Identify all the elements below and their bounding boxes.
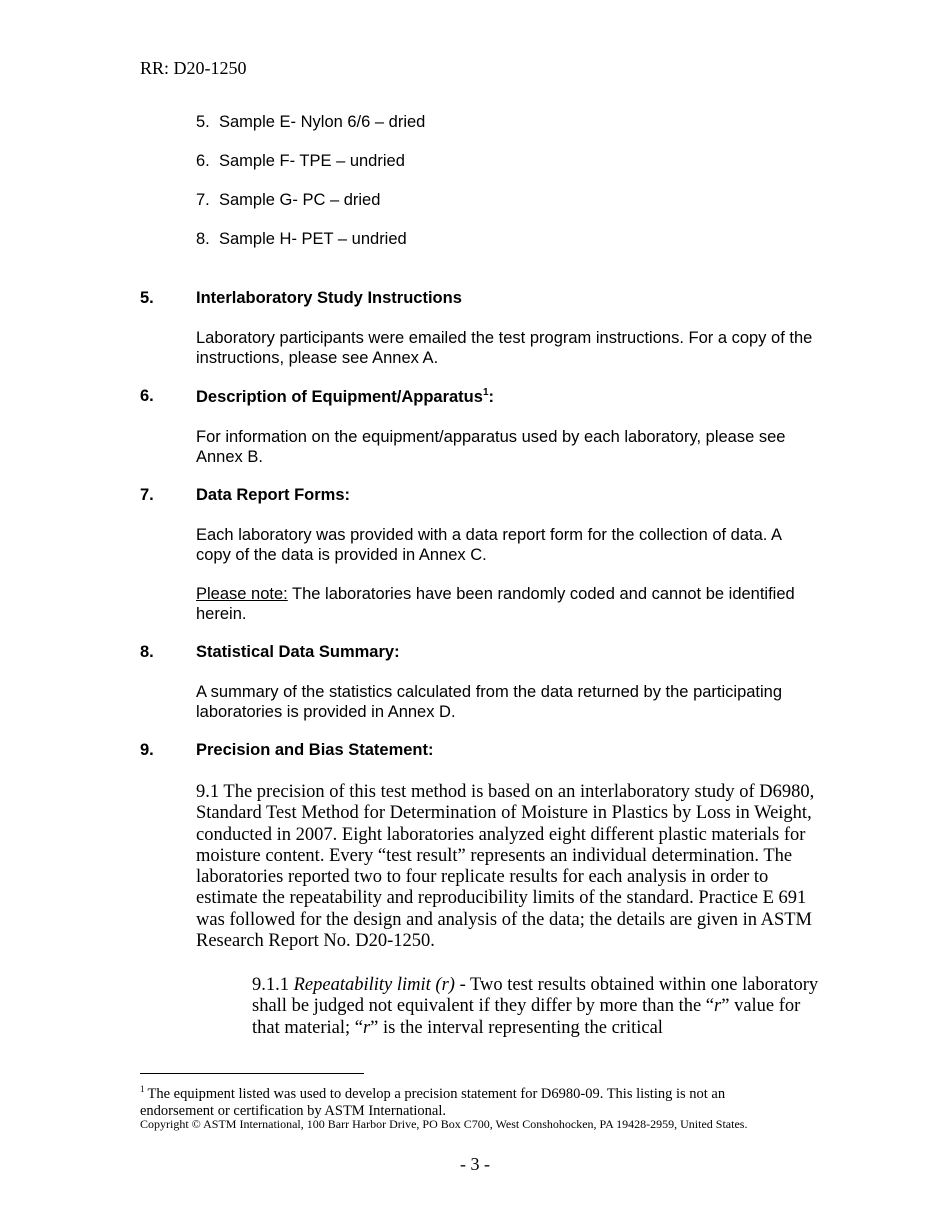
- list-number: 8.: [196, 230, 210, 248]
- section-9-title: Precision and Bias Statement:: [196, 741, 434, 759]
- paragraph-9-1-1: [252, 975, 822, 1039]
- p911-number: 9.1.1: [252, 975, 294, 995]
- footnote-marker: 1: [482, 387, 489, 398]
- list-text: Sample H- PET – undried: [219, 230, 407, 248]
- copyright-line: Copyright © ASTM International, 100 Barr Harbor Drive, PO Box C700, West Conshohocken, PA 19428-2959, United States.: [140, 1117, 748, 1131]
- p911-text-b: ” value for that material; “: [252, 996, 801, 1038]
- report-id-header: RR: D20-1250: [140, 58, 247, 78]
- list-number: 6.: [196, 152, 210, 170]
- page-number: - 3 -: [460, 1154, 490, 1174]
- list-item: [196, 191, 380, 210]
- section-9-number: 9.: [140, 741, 154, 759]
- repeatability-term: Repeatability limit (r): [293, 975, 455, 995]
- list-text: Sample F- TPE – undried: [219, 152, 405, 170]
- list-item: [196, 152, 405, 171]
- list-text: Sample G- PC – dried: [219, 191, 381, 209]
- section-6-title: [196, 387, 494, 407]
- note-label: Please note:: [196, 585, 288, 603]
- list-text: Sample E- Nylon 6/6 – dried: [219, 113, 426, 131]
- footnote-number: 1: [140, 1084, 145, 1094]
- footnote-text: The equipment listed was used to develop a precision statement for D6980-09. This listing is not an endorsement or certification by ASTM International.: [140, 1086, 726, 1119]
- section-6-body: For information on the equipment/apparatus used by each laboratory, please see Annex B.: [196, 428, 786, 466]
- section-8-number: 8.: [140, 643, 154, 661]
- r-symbol: r: [362, 1017, 371, 1038]
- r-symbol: r: [714, 996, 722, 1017]
- paragraph-9-1: 9.1 The precision of this test method is based on an interlaboratory study of D6980, Standard Test Method for Determination of Moisture in Plastics by Loss in Weight, conducted in 2007. Eight laboratories analyzed eight different plastic materials for moisture content. Every “test result” represents an individual determination. The laboratories reported two to four replicate results for each analysis in order to estimate the repeatability and reproducibility limits of the standard. Practice E 691 was followed for the design and analysis of the data; the details are given in ASTM Research Report No. D20-1250.: [196, 782, 815, 952]
- p911-text-c: ” is the interval representing the critical: [370, 1017, 663, 1038]
- footnote: [140, 1081, 800, 1120]
- section-5-number: 5.: [140, 289, 154, 307]
- footnote-divider: [140, 1073, 364, 1074]
- section-7-note: [196, 584, 816, 624]
- section-8-body: A summary of the statistics calculated from the data returned by the participating laboratories is provided in Annex D.: [196, 683, 783, 721]
- list-number: 7.: [196, 191, 210, 209]
- section-6-number: 6.: [140, 387, 154, 405]
- list-item: [196, 113, 425, 132]
- section-6-title-suffix: :: [488, 388, 494, 406]
- section-7-body: Each laboratory was provided with a data report form for the collection of data. A copy of the data is provided in Annex C.: [196, 526, 782, 564]
- section-7-title: Data Report Forms:: [196, 486, 351, 504]
- section-7-number: 7.: [140, 486, 154, 504]
- p911-text-a: - Two test results obtained within one laboratory shall be judged not equivalent if they differ by more than the “: [252, 975, 819, 1017]
- section-8-title: Statistical Data Summary:: [196, 643, 400, 661]
- list-item: [196, 230, 407, 249]
- list-number: 5.: [196, 113, 210, 131]
- note-text: The laboratories have been randomly coded and cannot be identified herein.: [196, 585, 795, 623]
- section-5-title: Interlaboratory Study Instructions: [196, 289, 462, 307]
- section-6-title-text: Description of Equipment/Apparatus: [196, 388, 483, 406]
- section-5-body: Laboratory participants were emailed the test program instructions. For a copy of the instructions, please see Annex A.: [196, 329, 813, 367]
